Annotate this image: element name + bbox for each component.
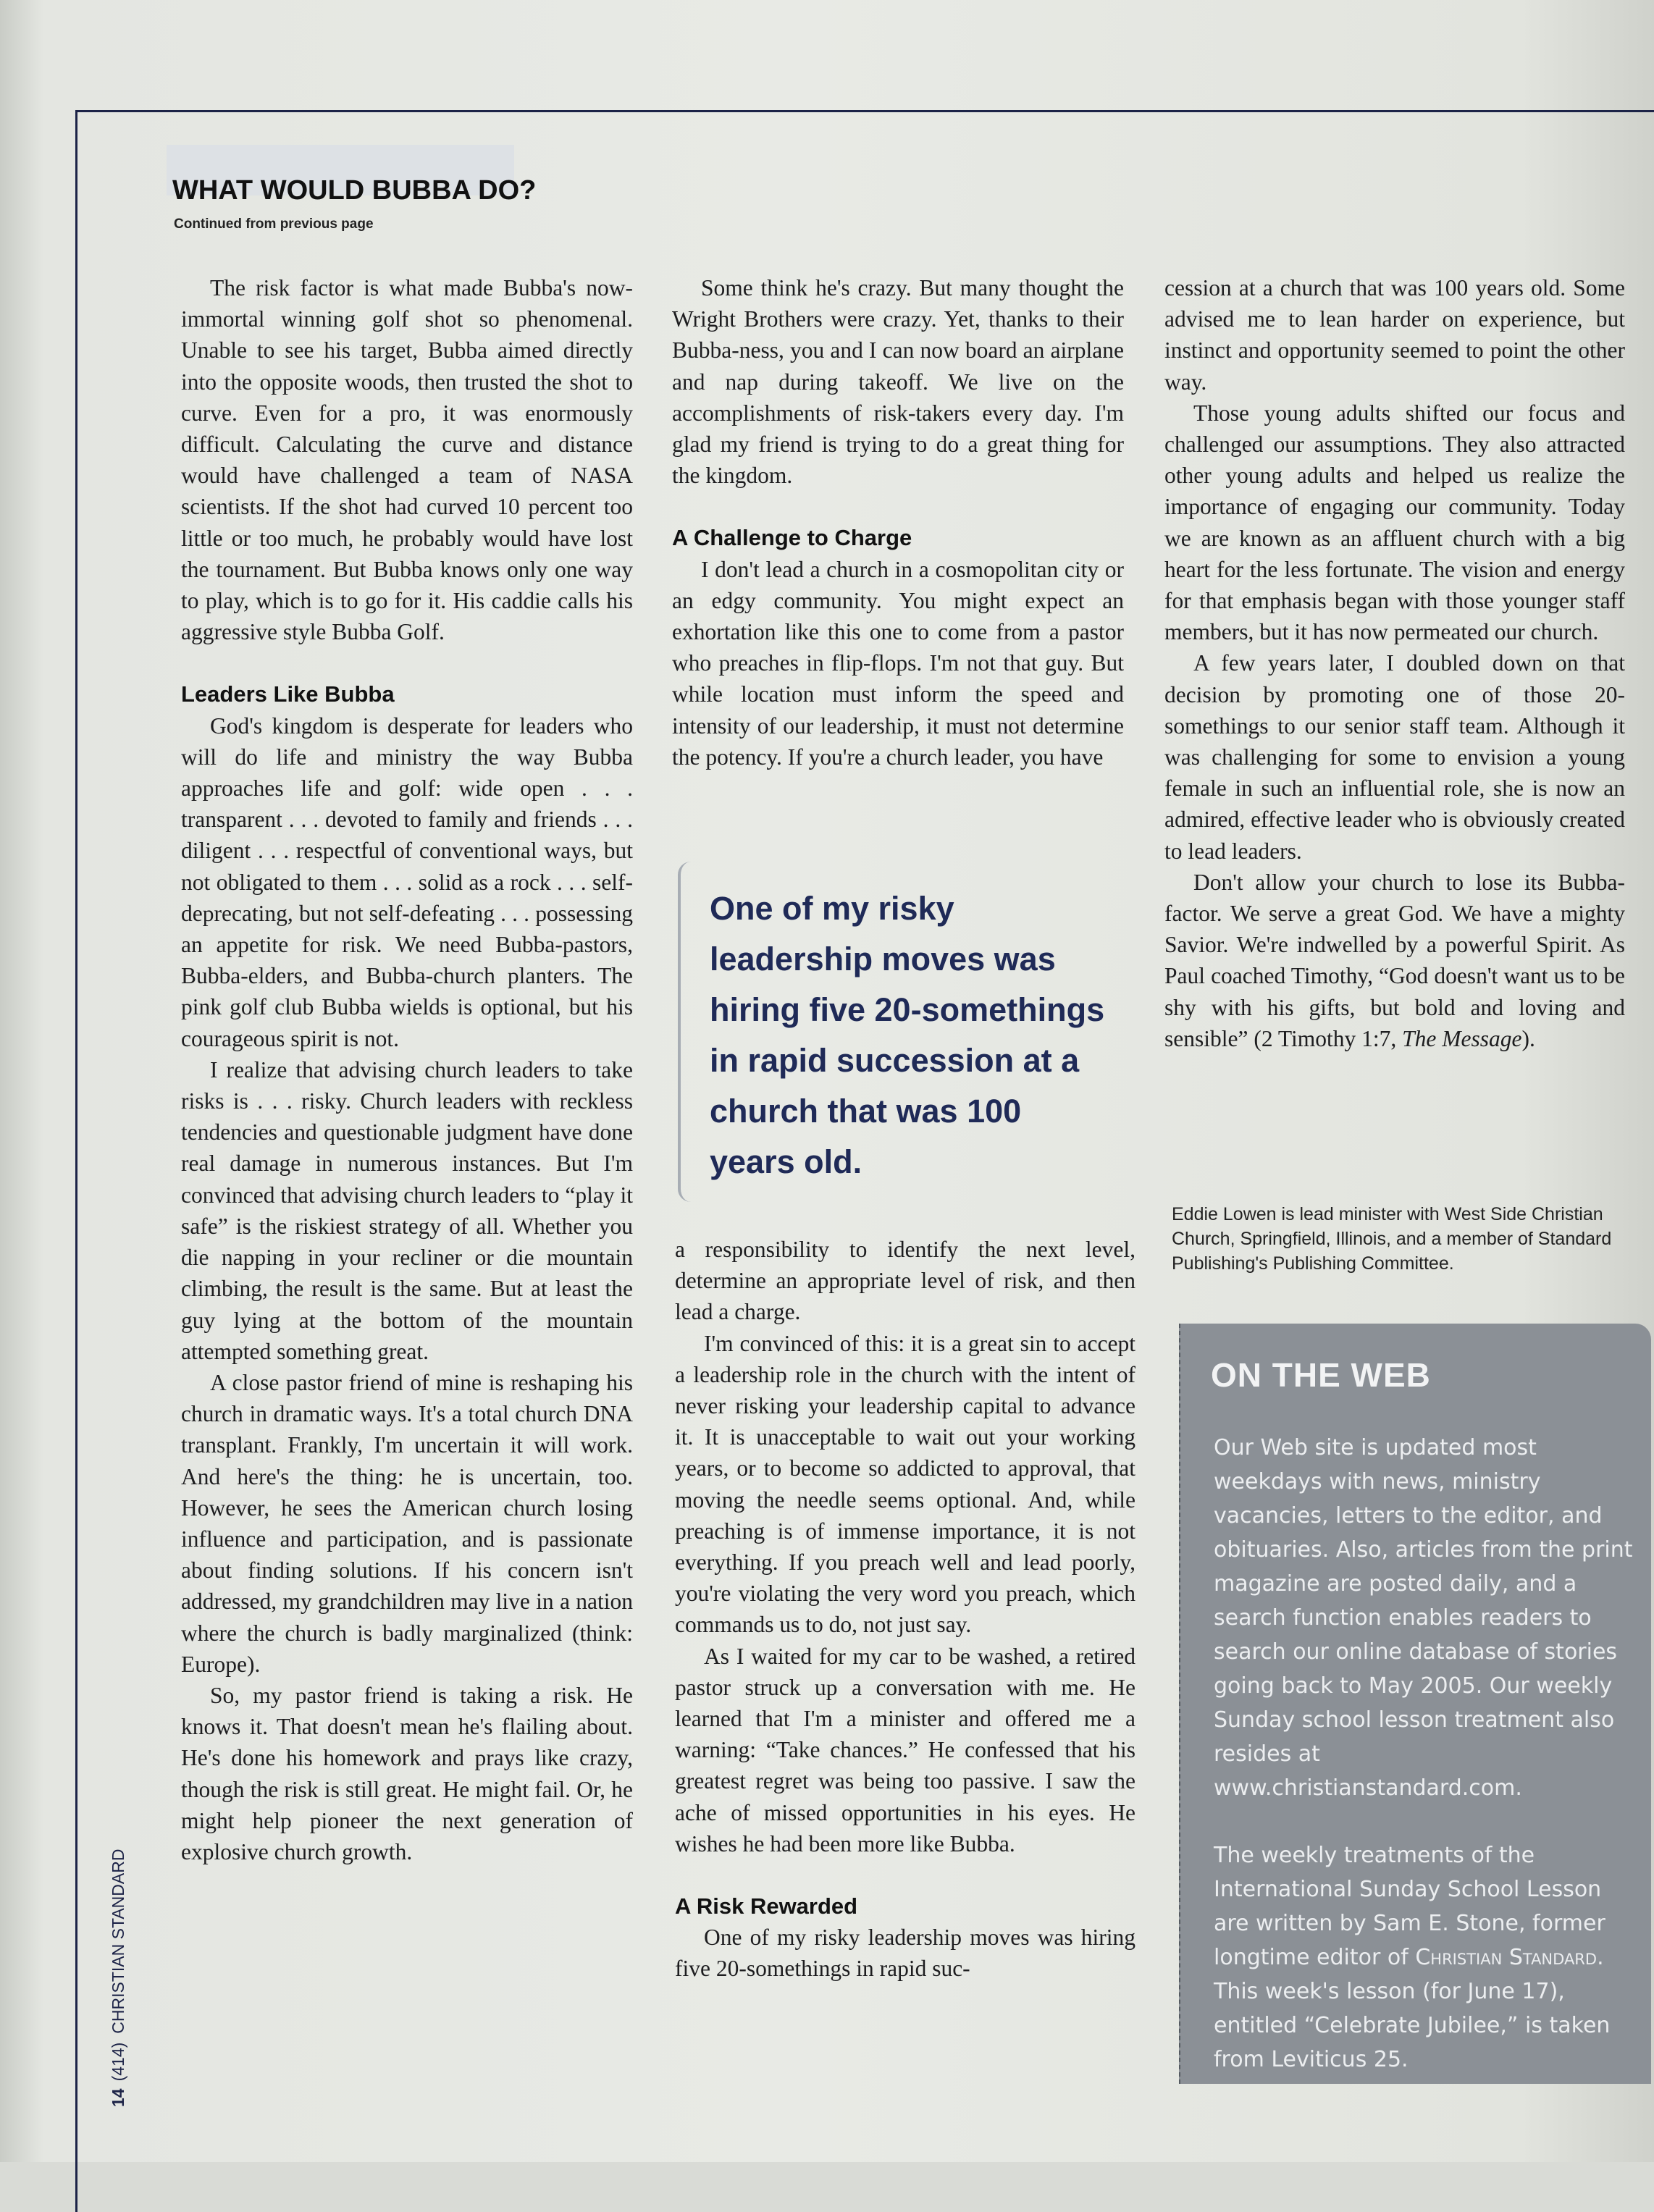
- publication-name: Christian Standard: [1415, 1945, 1598, 1970]
- sidebar-paragraph: Our Web site is updated most weekdays with news, ministry vacancies, letters to the editor, and obituaries. Also, articles from the print magazine are posted daily, and a search function enables readers to search our online database of stories going back to May 2005. Our weekly Sunday school lesson treatment also resides at www.christianstandard.com.: [1214, 1435, 1633, 1801]
- paragraph: cession at a church that was 100 years old. Some advised me to lean harder on experience, but instinct and opportunity seemed to point the other way.: [1164, 275, 1625, 395]
- column-2-top: [672, 272, 1124, 773]
- section-heading-a-risk-rewarded: A Risk Rewarded: [675, 1893, 858, 1919]
- pull-quote-text: One of my risky leadership moves was hiring five 20-somethings in rapid succession at a church that was 100 years old.: [710, 890, 1105, 1180]
- paragraph: One of my risky leadership moves was hiring five 20-somethings in rapid suc-: [675, 1925, 1135, 1982]
- sidebar-text: The weekly treatments of the International Sunday School Lesson are written by Sam E. Stone, former longtime editor of: [1214, 1843, 1605, 1970]
- paragraph: I don't lead a church in a cosmopolitan city or an edgy community. You might expect an exhortation like this one to come from a pastor who preaches in flip-flops. I'm not that guy. But while location must inform the speed and intensity of our leadership, it must not determine the potency. If you're a church leader, you have: [672, 556, 1124, 770]
- section-heading-a-challenge-to-charge: A Challenge to Charge: [672, 525, 912, 551]
- pull-quote: [678, 862, 1122, 1202]
- paragraph: Those young adults shifted our focus and challenged our assumptions. They also attracted other young adults and helped us realize the importance of engaging our community. Today we are known as an affluent church with a big heart for the less fortunate. The vision and energy for that emphasis began with those younger staff members, but it has now permeated our church.: [1164, 400, 1625, 645]
- column-3: [1164, 272, 1625, 1054]
- ghost-headline-decoration: [1159, 123, 1593, 268]
- sidebar-body: [1214, 1431, 1634, 2110]
- paragraph: I'm convinced of this: it is a great sin to accept a leadership role in the church with the intent of never risking your leadership capital to advance it. It is unacceptable to wait out your working years, or to become so addicted to approval, that moving the needle seems optional. And, while preaching is of immense importance, it is not everything. If you preach well and lead poorly, you're violating the very word you preach, which commands us to do, not just say.: [675, 1330, 1135, 1638]
- paragraph: A few years later, I doubled down on that decision by promoting one of those 20-somethings to our senior staff team. Although it was challenging for some to envision a young female in such an influential role, she is now an admired, effective leader who is obviously created to lead leaders.: [1164, 650, 1625, 864]
- publication-title: CHRISTIAN STANDARD: [109, 1849, 127, 2034]
- page-number-alt: (414): [109, 2042, 127, 2082]
- section-heading-leaders-like-bubba: Leaders Like Bubba: [181, 681, 395, 707]
- paragraph: [1164, 867, 1625, 1054]
- paragraph: As I waited for my car to be washed, a retired pastor struck up a conversation with me. He learned that I'm a minister and offered me a warning: “Take chances.” He confessed that his greatest regret was being too passive. I saw the ache of missed opportunities in his eyes. He wishes he had been more like Bubba.: [675, 1643, 1135, 1856]
- sidebar-paragraph: [1214, 1838, 1634, 2077]
- sidebar-heading: ON THE WEB: [1211, 1356, 1431, 1394]
- continued-note: Continued from previous page: [174, 216, 374, 232]
- paragraph: The risk factor is what made Bubba's now-immortal winning golf shot so phenomenal. Unable to see his target, Bubba aimed directly into the opposite woods, then trusted the shot to curve. Even for a pro, it was enormously difficult. Calculating the curve and distance would have challenged a team of NASA scientists. If the shot had curved 10 percent too little or too much, he probably would have lost the tournament. But Bubba knows only one way to play, which is to go for it. His caddie calls his aggressive style Bubba Golf.: [181, 275, 633, 645]
- column-2-bottom: [675, 1234, 1135, 1985]
- scripture-version: The Message: [1402, 1025, 1522, 1051]
- column-1: [181, 272, 633, 1867]
- page-number: 14: [109, 2088, 127, 2107]
- on-the-web-sidebar: [1179, 1324, 1651, 2084]
- paragraph-text: Don't allow your church to lose its Bubba-factor. We serve a great God. We have a mighty Savior. We're indwelled by a powerful Spirit. As Paul coached Timothy, “God doesn't want us to be shy with his gifts, but bold and loving and sensible” (2 Timothy 1:7,: [1164, 869, 1625, 1051]
- article-title: WHAT WOULD BUBBA DO?: [172, 175, 537, 206]
- paragraph: Some think he's crazy. But many thought the Wright Brothers were crazy. Yet, thanks to their Bubba-ness, you and I can now board an airplane and nap during takeoff. We live on the accomplishments of risk-takers every day. I'm glad my friend is trying to do a great thing for the kingdom.: [672, 275, 1124, 489]
- paragraph-end: ).: [1521, 1025, 1535, 1051]
- paragraph: God's kingdom is desperate for leaders who will do life and ministry the way Bubba approaches life and golf: wide open . . . transparent . . . devoted to family and friends . . . diligent . . . respectful of conventional ways, but not obligated to them . . . solid as a rock . . . self-deprecating, but not self-defeating . . . possessing an appetite for risk. We need Bubba-pastors, Bubba-elders, and Bubba-church planters. The pink golf club Bubba wields is optional, but his courageous spirit is not.: [181, 712, 633, 1051]
- paragraph: So, my pastor friend is taking a risk. He knows it. That doesn't mean he's flailing about. He's done his homework and prays like crazy, though the risk is still great. He might fail. Or, he might help pioneer the next generation of explosive church growth.: [181, 1682, 633, 1864]
- author-bio: Eddie Lowen is lead minister with West Side Christian Church, Springfield, Illinois, and a member of Standard Publishing's Publishing Committee.: [1172, 1204, 1612, 1274]
- paragraph: a responsibility to identify the next level, determine an appropriate level of risk, and then lead a charge.: [675, 1237, 1135, 1325]
- paragraph: A close pastor friend of mine is reshaping his church in dramatic ways. It's a total church DNA transplant. Frankly, I'm uncertain it will work. And here's the thing: he is uncertain, too. However, he sees the American church losing influence and participation, and is passionate about finding solutions. If his concern isn't addressed, my grandchildren may live in a nation where the church is badly marginalized (think: Europe).: [181, 1369, 633, 1677]
- paragraph: I realize that advising church leaders to take risks is . . . risky. Church leaders with reckless tendencies and questionable judgment have done real damage in numerous instances. But I'm convinced that advising church leaders to “play it safe” is the riskiest strategy of all. Whether you die napping in your recliner or die mountain climbing, the result is the same. But at least the guy lying at the bottom of the mountain attempted something great.: [181, 1056, 633, 1364]
- sidebar-text: . This week's lesson (for June 17), entitled “Celebrate Jubilee,” is taken from Leviticus 25.: [1214, 1945, 1611, 2072]
- page-folio: [109, 1849, 128, 2107]
